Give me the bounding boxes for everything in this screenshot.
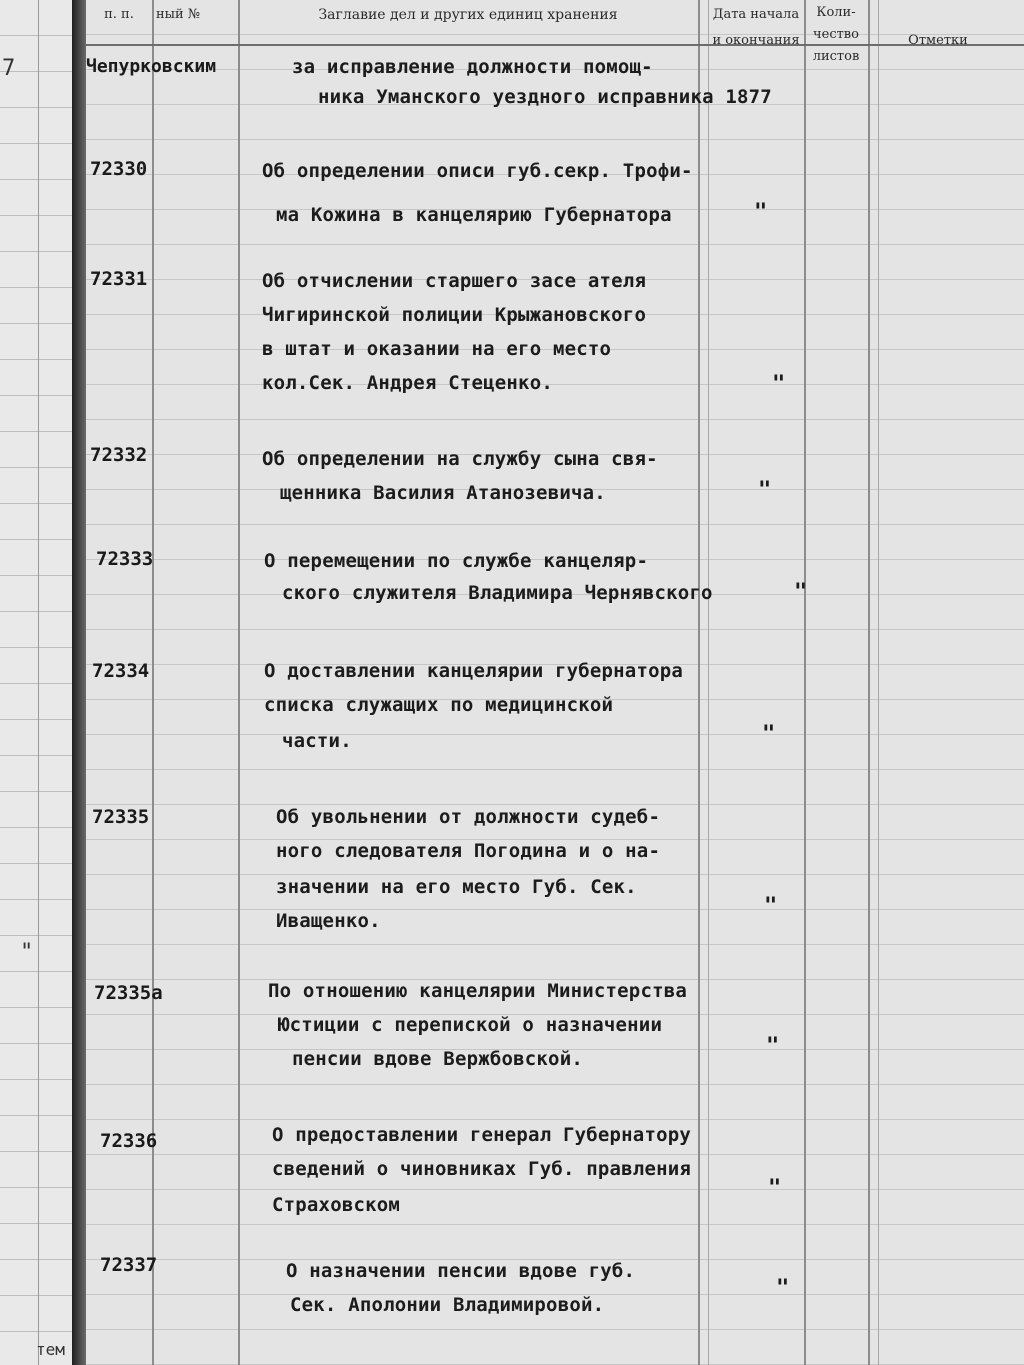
entry-title-line: Об увольнении от должности судеб- <box>276 806 661 828</box>
entry-number: Чепурковским <box>86 56 217 77</box>
left-page-rule <box>38 0 39 1365</box>
entry-number: 72335 <box>92 806 150 828</box>
entry-title-line: сведений о чиновниках Губ. правления <box>272 1158 692 1180</box>
column-divider <box>708 0 709 1365</box>
left-page-mark-mid: " <box>20 940 34 965</box>
entry-number: 72336 <box>100 1130 158 1152</box>
header-count-line2: чество <box>813 27 859 42</box>
entry-title-line: значении на его место Губ. Сек. <box>276 876 637 898</box>
entry-title-line: Страховском <box>272 1194 401 1216</box>
column-divider <box>152 0 154 1365</box>
column-divider <box>804 0 806 1365</box>
entry-title-line: пенсии вдове Вержбовской. <box>292 1048 583 1070</box>
entry-title-line: По отношению канцелярии Министерства <box>268 980 688 1002</box>
entry-title-line: Об отчислении старшего засе ателя <box>262 270 647 292</box>
entry-title-line: части. <box>282 730 352 752</box>
column-divider <box>238 0 240 1365</box>
entry-number: 72337 <box>100 1254 158 1276</box>
entry-number: 72330 <box>90 158 148 180</box>
header-dates-line2: и окончания <box>712 33 800 48</box>
ditto-mark: " <box>762 722 776 747</box>
column-divider <box>868 0 870 1365</box>
ditto-mark: " <box>766 1034 780 1059</box>
entry-title-line: О назначении пенсии вдове губ. <box>286 1260 636 1282</box>
entry-title-line: в штат и оказании на его место <box>262 338 612 360</box>
entry-title-line: О перемещении по службе канцеляр- <box>264 550 649 572</box>
entry-title-line: О предоставлении генерал Губернатору <box>272 1124 692 1146</box>
entry-title-line: Об определении описи губ.секр. Трофи- <box>262 160 693 182</box>
header-dates-line1: Дата начала <box>712 7 800 22</box>
ditto-mark: " <box>758 478 772 503</box>
entry-title-line: Юстиции с перепиской о назначении <box>278 1014 663 1036</box>
header-notes: Отметки <box>908 33 968 48</box>
entry-title-line: Об определении на службу сына свя- <box>262 448 658 470</box>
column-divider <box>878 0 879 1365</box>
entry-number: 72331 <box>90 268 148 290</box>
inventory-page <box>86 0 1024 1365</box>
header-number: ный № <box>156 7 201 22</box>
ditto-mark: " <box>754 200 768 225</box>
entry-title-line: списка служащих по медицинской <box>264 694 614 716</box>
left-page-mark-bottom: тем <box>36 1340 65 1359</box>
header-pp: п. п. <box>104 7 134 22</box>
entry-title-line: Сек. Аполонии Владимировой. <box>290 1294 605 1316</box>
entry-number: 72335а <box>94 982 163 1004</box>
left-page <box>0 0 74 1365</box>
ditto-mark: " <box>768 1176 782 1201</box>
entry-title-line: Иващенко. <box>276 910 381 932</box>
entry-title-line: Чигиринской полиции Крыжановского <box>262 304 647 326</box>
header-count-line3: листов <box>812 49 860 64</box>
ditto-mark: " <box>776 1276 790 1301</box>
entry-number: 72332 <box>90 444 148 466</box>
entry-title-line: ного следователя Погодина и о на- <box>276 840 661 862</box>
ditto-mark: " <box>772 372 786 397</box>
entry-title-line: щенника Василия Атанозевича. <box>280 482 606 504</box>
ditto-mark: " <box>794 580 808 605</box>
entry-number: 72334 <box>92 660 150 682</box>
column-divider <box>698 0 700 1365</box>
book-spine <box>72 0 86 1365</box>
entry-title-line: ника Уманского уездного исправника 1877 <box>318 86 772 108</box>
entry-title-line: кол.Сек. Андрея Стеценко. <box>262 372 553 394</box>
entry-title-line: ского служителя Владимира Чернявского <box>282 582 713 604</box>
left-page-mark-top: 7 <box>2 56 16 81</box>
entry-title-line: ма Кожина в канцелярию Губернатора <box>276 204 672 226</box>
entry-title-line: О доставлении канцелярии губернатора <box>264 660 684 682</box>
header-title: Заглавие дел и других единиц хранения <box>318 7 618 23</box>
header-count-line1: Коли- <box>816 5 856 20</box>
entry-title-line: за исправление должности помощ- <box>292 56 653 78</box>
entry-number: 72333 <box>96 548 154 570</box>
ditto-mark: " <box>764 894 778 919</box>
table-header <box>86 0 1024 64</box>
